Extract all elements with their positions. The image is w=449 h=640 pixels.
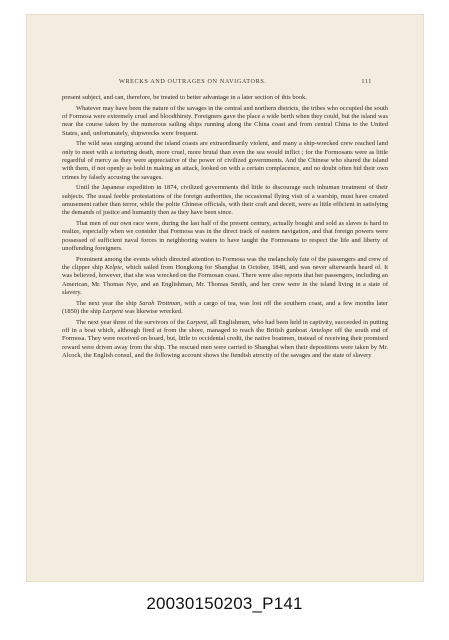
paragraph: That men of our own race were, during the last half of the present century, actually bought and sold as slaves is hard to realize, especially when we consider that Formosa was in the direct track of eastern navigation, and that foreign powers were possessed of sufficient naval forces in neighboring waters to have taught the Formosans to respect the life and liberty of unoffending foreigners. [62,220,388,253]
paragraph: present subject, and can, therefore, be treated to better advantage in a later section of this book. [62,94,307,101]
paragraph: Prominent among the events which directed attention to Formosa was the melancholy fate of the passengers and crew of the clipper ship Kelpie, which sailed from Hongkong for Shanghai in October, 1848, and was never afterwards heard of. It was believed, however, that she was wrecked on the Formosan coast. There were also reports that her passengers, including an American, Mr. Thomas Nye, and an Englishman, Mr. Thomas Smith, and her crew were in the island living in a state of slavery. [62,255,388,297]
book-page [26,14,424,582]
paragraph: The next year the ship Sarah Trottman, with a cargo of tea, was lost off the southern coast, and a few months later (1850) the ship Larpent was likewise wrecked. [62,299,388,316]
paragraph: Whatever may have been the nature of the savages in the central and northern districts, the tribes who occupied the south of Formosa were extremely cruel and bloodthirsty. Foreigners gave the place a wide berth when they could, but the island was near the course taken by the numerous sailing ships running along the China coast and from central China to the United States, and, unfortunately, shipwrecks were frequent. [62,104,388,137]
body-text [62,94,388,360]
paragraph: Until the Japanese expedition in 1874, civilized governments did little to discourage such inhuman treatment of their subjects. The usual feeble protestations of the foreign authorities, the occasional flying visit of a warship, must have created amusement rather than terror, while the polite Chinese officials, with their craft and deceit, were as little efficient in satisfying the demands of justice and humanity then as they have been since. [62,184,388,217]
page-number: 111 [361,78,372,85]
running-title: WRECKS AND OUTRAGES ON NAVIGATORS. [119,78,267,85]
image-id-caption: 20030150203_P141 [146,594,303,613]
paragraph: The next year three of the survivors of the Larpent, all Englishmen, who had been held in captivity, succeeded in putting off in a boat which, although fired at from the shore, managed to reach the British gunboat Antelope off the south end of Formosa. They were received on board, but, little to occidental credit, the native boatmen, instead of receiving their promised reward were driven away from the ship. The rescued men were carried to Shanghai when their depositions were taken by Mr. Alcock, the English consul, and the following account shows the fiendish atrocity of the savages and the state of slavery [62,318,388,360]
running-header [26,78,424,90]
paragraph: The wild seas surging around the island coasts are extraordinarily violent, and many a ship-wrecked crew reached land only to meet with a torturing death, more cruel, more brutal than even the sea would inflict ; for the Formosans were as little regardful of mercy as they were appreciative of the power of civilized governments. And the Chinese who shared the island with them, if not openly as bold in making an attack, looked on with a certain complacence, and no doubt often hid their own crimes by falsely accusing the savages. [62,140,388,181]
